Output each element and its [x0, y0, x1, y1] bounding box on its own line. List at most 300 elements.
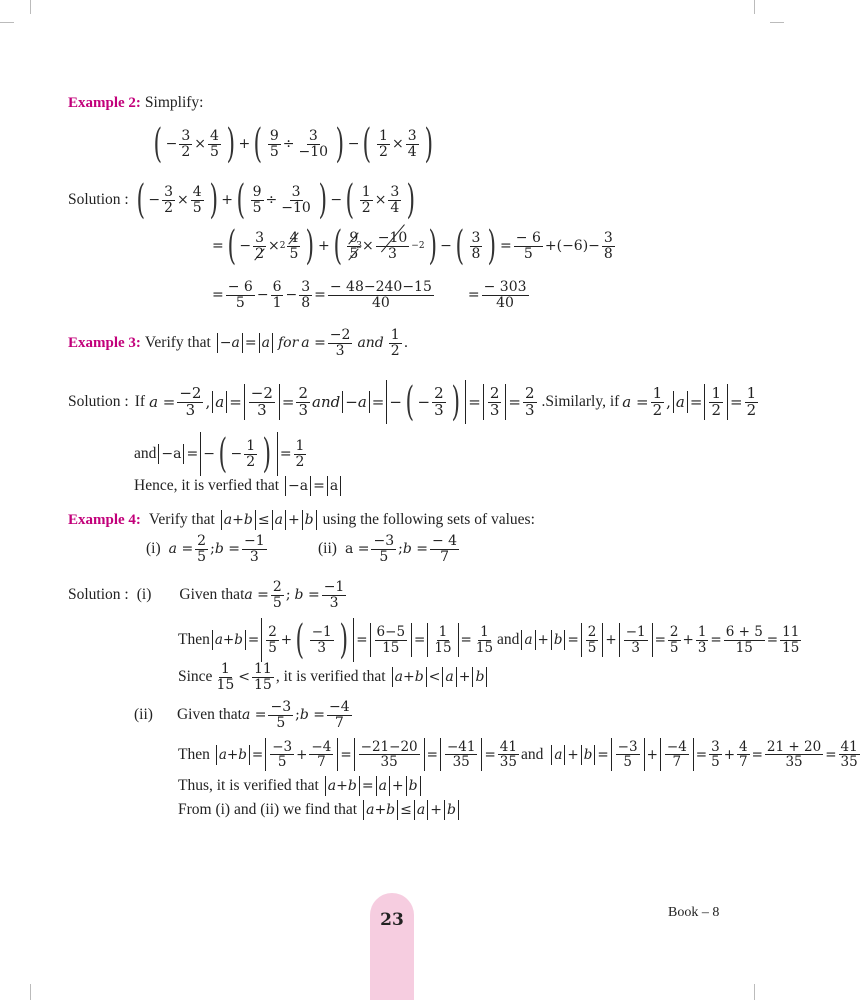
- math-symbol: +: [402, 669, 415, 686]
- crop-mark: [30, 984, 31, 1000]
- math-number: 1: [438, 624, 448, 641]
- math-symbol: b =: [402, 541, 428, 558]
- math-number: 35: [785, 754, 803, 771]
- math-symbol: =: [710, 632, 722, 648]
- math-symbol: +: [318, 238, 330, 254]
- math-symbol: =: [468, 393, 481, 411]
- math-symbol: <: [238, 669, 250, 686]
- math-symbol: =: [467, 287, 480, 304]
- math-symbol: −: [588, 238, 600, 254]
- math-abs: a: [414, 800, 428, 820]
- math-symbol: +: [238, 136, 251, 152]
- math-number: 15: [216, 676, 235, 693]
- math-number: 5: [272, 594, 282, 611]
- item-label: (i): [146, 540, 161, 558]
- math-abs: −a: [342, 391, 370, 413]
- math-symbol: =: [279, 446, 292, 462]
- item-label: (ii): [134, 706, 153, 724]
- math-symbol: +: [391, 778, 404, 794]
- math-symbol: =: [689, 393, 703, 411]
- math-number: 9: [269, 127, 279, 144]
- math-number: 3: [164, 183, 173, 200]
- crop-mark: [770, 22, 784, 23]
- math-number: 5: [252, 199, 262, 216]
- math-number: 7: [317, 754, 326, 771]
- math-symbol: =: [426, 746, 438, 763]
- math-number: 1: [272, 294, 282, 311]
- math-symbol: =: [371, 393, 385, 411]
- math-number: − 48−240−15: [329, 279, 432, 295]
- math-number: 2: [587, 624, 597, 641]
- math-symbol: ,: [205, 393, 211, 411]
- math-symbol: =: [825, 746, 837, 763]
- math-symbol: a =: [301, 335, 326, 352]
- math-symbol: −: [417, 393, 431, 411]
- solution-text: and: [520, 745, 544, 763]
- math-number: 6: [272, 279, 282, 295]
- math-number: 6 + 5: [725, 624, 763, 641]
- math-number: 11: [254, 661, 272, 677]
- math-number: 3: [390, 183, 400, 200]
- math-number: 5: [349, 245, 359, 262]
- math-number: 4: [739, 739, 748, 755]
- math-number: − 4: [431, 533, 458, 549]
- math-number: 1: [379, 127, 388, 144]
- math-number: 5: [669, 639, 679, 656]
- math-number: 1: [361, 183, 371, 200]
- math-number: 2: [295, 453, 305, 470]
- example-4-solution-i-given: [68, 580, 348, 610]
- math-symbol: −: [285, 287, 298, 304]
- math-symbol: =: [229, 393, 242, 411]
- math-number: 3: [317, 639, 326, 656]
- math-symbol: −: [440, 238, 452, 254]
- math-number: 3: [257, 400, 267, 419]
- math-number: 35: [452, 754, 470, 771]
- example-3-solution-line-2: and −a = − ( − $\frac{1}{2}$ ) = $\frac{1}{2}$: [134, 431, 305, 477]
- solution-text: Then: [178, 631, 210, 648]
- cancel-superscript: −2: [411, 241, 425, 251]
- math-number: 3: [301, 279, 311, 295]
- math-number: 15: [782, 639, 800, 656]
- math-symbol: +: [605, 632, 617, 648]
- math-symbol: +: [280, 632, 293, 648]
- math-symbol: =: [695, 746, 708, 763]
- math-abs: a: [442, 667, 456, 687]
- math-number: 3: [249, 548, 259, 565]
- example-2-expression: ( − $\frac{3}{2}$ × $\frac{4}{5}$ ) + ( $\frac{9}{5}$ ÷ $\frac{3}{-10}$ ) − ( $\frac{1}{2}$ × $\frac{3}{4}$ ): [153, 121, 433, 167]
- math-number: −10: [281, 199, 311, 216]
- math-abs: a: [521, 630, 535, 650]
- math-number: 3: [631, 639, 640, 656]
- example-4-values-ii: [318, 534, 461, 564]
- math-number: 5: [269, 143, 279, 160]
- math-var: a: [394, 669, 403, 686]
- math-symbol: ×: [362, 238, 374, 254]
- math-symbol: ≤: [400, 802, 412, 818]
- math-number: −2: [329, 327, 351, 343]
- math-symbol: =: [500, 238, 512, 254]
- math-symbol: a =: [344, 541, 370, 558]
- math-number: −10: [298, 143, 329, 160]
- math-symbol: ×: [177, 192, 189, 208]
- instruction-text: for: [277, 335, 299, 352]
- math-abs: −a: [285, 476, 311, 496]
- math-symbol: b =: [299, 707, 325, 724]
- math-number: 3: [434, 400, 444, 419]
- math-number: 2: [652, 400, 663, 419]
- instruction-text: Simplify:: [144, 94, 204, 111]
- math-number: 9: [252, 183, 262, 200]
- crop-mark: [30, 0, 31, 14]
- math-number: −3: [270, 699, 292, 715]
- solution-text: Then: [178, 745, 210, 763]
- math-number: 4: [390, 199, 400, 216]
- math-var: b: [386, 802, 396, 818]
- math-abs: a: [327, 476, 341, 496]
- math-number: 1: [480, 624, 489, 641]
- math-abs: −a: [158, 444, 184, 464]
- math-abs: b: [406, 776, 421, 796]
- math-number: 1: [711, 383, 721, 402]
- math-number: 2: [379, 143, 388, 160]
- solution-text: From (i) and (ii) we find that: [178, 801, 358, 818]
- example-label: Example 3:: [68, 334, 141, 351]
- math-number: 41: [840, 739, 858, 755]
- math-number: 5: [276, 714, 286, 731]
- example-4-solution-i-then: Then a + b = 2 5 + ( −1 3 ) = 6−5 15 = 1 15 = $\frac{1}{15}$ and a + b = 2 5 + −1 3 = $\frac{2}{5}$ + $\frac{1}{3}$ = $\frac{6 + 5}{15}$ = $\frac{11}{15}$: [178, 617, 800, 663]
- math-number: − 303: [483, 279, 527, 295]
- math-number: 2: [164, 199, 173, 216]
- solution-text: and: [134, 445, 157, 462]
- math-symbol: −: [330, 192, 343, 208]
- math-symbol: a =: [168, 541, 194, 558]
- example-4-solution-ii-then: [178, 738, 862, 771]
- math-symbol: <: [428, 669, 441, 686]
- math-symbol: +: [296, 746, 308, 763]
- cancel-superscript: 2: [279, 241, 286, 251]
- math-symbol: =: [460, 632, 472, 648]
- math-abs: b: [444, 800, 459, 820]
- math-number: 3: [335, 342, 345, 359]
- math-number: 2: [272, 579, 282, 595]
- math-symbol: .: [403, 335, 409, 352]
- instruction-text: Verify that: [144, 334, 211, 352]
- math-number: 2: [181, 143, 191, 160]
- math-var: a: [223, 512, 233, 528]
- math-number: −4: [311, 739, 332, 755]
- math-var: a: [366, 802, 375, 818]
- math-number: 5: [623, 754, 632, 771]
- math-symbol: =: [356, 632, 368, 648]
- page-number: 23: [380, 910, 404, 930]
- math-symbol: +: [567, 746, 579, 763]
- math-abs: a: [673, 391, 688, 413]
- math-symbol: +: [374, 802, 387, 818]
- math-symbol: ÷: [282, 136, 295, 152]
- example-3-conclusion: [134, 476, 343, 496]
- math-symbol: b =: [214, 541, 240, 558]
- math-abs: a: [376, 776, 390, 796]
- math-number: −41: [446, 739, 476, 755]
- math-symbol: =: [766, 632, 779, 648]
- math-number: −3: [617, 739, 638, 755]
- math-abs: b: [581, 745, 596, 765]
- math-symbol: +: [222, 632, 235, 648]
- solution-text: Hence, it is verfied that: [134, 477, 280, 494]
- math-number: 2: [524, 383, 535, 402]
- item-label: (ii): [318, 540, 337, 558]
- solution-text: If: [134, 393, 146, 410]
- math-number: 5: [277, 754, 287, 771]
- math-number: 5: [268, 639, 277, 656]
- math-symbol: +: [287, 512, 300, 528]
- math-number: 3: [489, 400, 500, 419]
- book-label: Book – 8: [668, 905, 720, 920]
- math-number: 4: [407, 143, 417, 160]
- math-number: 2: [268, 624, 277, 641]
- math-symbol: ,: [666, 393, 671, 411]
- math-symbol: +: [226, 746, 239, 763]
- math-number: 5: [235, 294, 245, 311]
- math-var: a: [327, 778, 337, 794]
- math-symbol: ÷: [265, 192, 278, 208]
- math-symbol: ;: [295, 707, 300, 724]
- math-number: 3: [255, 229, 264, 246]
- math-symbol: −: [239, 238, 252, 254]
- math-number: 1: [220, 661, 230, 677]
- math-symbol: =: [314, 287, 326, 304]
- math-var: b: [414, 669, 424, 686]
- math-number: 1: [390, 327, 400, 343]
- example-4-solution-i-since: [178, 662, 489, 692]
- math-number: 5: [210, 143, 219, 160]
- math-var: b: [234, 632, 243, 648]
- math-symbol: =: [654, 632, 666, 648]
- cancel-superscript: 3: [356, 241, 362, 251]
- math-symbol: =: [361, 778, 374, 794]
- math-symbol: ≤: [257, 512, 270, 528]
- example-2-solution-line-3: [212, 280, 531, 310]
- math-number: (−6): [556, 238, 589, 254]
- math-symbol: =: [729, 393, 743, 411]
- math-symbol: ×: [194, 136, 206, 152]
- solution-text: and: [497, 631, 520, 648]
- solution-text: and: [312, 393, 341, 411]
- math-symbol: −: [148, 192, 161, 208]
- math-number: −3: [272, 739, 293, 755]
- math-number: 1: [746, 383, 757, 402]
- math-number: 2: [361, 199, 371, 216]
- solution-text: , it is verified that: [275, 668, 386, 686]
- math-number: − 6: [515, 229, 541, 246]
- math-symbol: b =: [294, 587, 320, 604]
- math-number: 35: [840, 754, 858, 771]
- math-number: 5: [711, 754, 720, 771]
- math-number: 40: [496, 294, 514, 311]
- example-3-heading: [68, 328, 408, 358]
- math-number: −2: [179, 383, 202, 402]
- math-symbol: +: [430, 802, 442, 818]
- math-number: 3: [185, 400, 196, 419]
- math-number: 5: [197, 548, 207, 565]
- math-symbol: =: [186, 446, 199, 462]
- math-number: −4: [328, 699, 350, 715]
- math-number: 3: [291, 183, 301, 200]
- math-symbol: a =: [244, 587, 269, 604]
- math-symbol: −: [256, 287, 269, 304]
- math-number: 7: [334, 714, 344, 731]
- math-var: b: [243, 512, 253, 528]
- math-symbol: ;: [285, 587, 291, 604]
- math-number: 3: [407, 127, 417, 144]
- item-label: (i): [136, 586, 152, 604]
- solution-text: Given that: [179, 586, 245, 604]
- math-abs: b: [551, 630, 566, 650]
- solution-text: Since: [178, 668, 213, 686]
- math-number: 2: [669, 624, 679, 641]
- math-symbol: −: [203, 446, 215, 462]
- example-4-solution-ii-given: [134, 700, 354, 730]
- math-number: 1: [246, 437, 256, 454]
- math-number: 2: [434, 383, 444, 402]
- math-number: 5: [379, 548, 389, 565]
- math-number: 8: [471, 245, 481, 262]
- math-number: −3: [373, 533, 395, 549]
- solution-label: Solution :: [68, 393, 129, 410]
- math-number: 11: [782, 624, 800, 641]
- math-symbol: a =: [622, 393, 649, 411]
- math-abs: a: [259, 333, 273, 353]
- solution-label: Solution :: [68, 191, 129, 208]
- math-number: 2: [746, 400, 757, 419]
- math-number: 2: [390, 342, 400, 359]
- example-label: Example 4:: [68, 511, 141, 528]
- math-abs: a: [551, 745, 565, 765]
- math-symbol: =: [414, 632, 426, 648]
- math-number: 3: [524, 400, 535, 419]
- math-symbol: a =: [241, 707, 267, 724]
- math-number: 15: [382, 639, 400, 656]
- math-symbol: +: [221, 192, 233, 208]
- math-number: −21−20: [360, 739, 418, 755]
- example-4-heading: [68, 510, 535, 530]
- math-abs: b: [302, 510, 317, 530]
- math-number: 3: [388, 245, 397, 262]
- example-3-solution-line-1: Solution : If a = $\frac{-2}{3}$ , a = −2 3 = $\frac{2}{3}$ and −a = − ( − $\frac{2}{3}$ ) = 2 3 = $\frac{2}{3}$ .Similarly, if a = $\frac{1}{2}$ , a = 1 2 = $\frac{1}{2}$: [68, 379, 757, 425]
- math-number: 15: [475, 639, 494, 656]
- math-number: 2: [711, 400, 721, 419]
- math-symbol: =: [212, 287, 224, 304]
- math-number: 40: [371, 294, 390, 311]
- math-number: 2: [489, 383, 500, 402]
- math-number: 5: [192, 199, 202, 216]
- math-number: −4: [666, 739, 687, 755]
- math-symbol: +: [646, 746, 658, 763]
- solution-text: .Similarly, if: [541, 393, 620, 410]
- math-symbol: ×: [391, 136, 404, 152]
- example-2-heading: [68, 94, 204, 112]
- math-abs: b: [472, 667, 487, 687]
- math-var: a: [218, 746, 227, 763]
- math-symbol: ;: [398, 541, 403, 558]
- math-symbol: =: [212, 238, 224, 254]
- instruction-text: Verify that: [148, 511, 215, 528]
- math-symbol: =: [597, 746, 609, 763]
- math-abs: a: [212, 391, 227, 413]
- math-symbol: =: [484, 746, 496, 763]
- math-symbol: −: [165, 136, 178, 152]
- solution-label: Solution :: [68, 586, 129, 604]
- math-number: 15: [434, 639, 452, 656]
- math-abs: a: [272, 510, 286, 530]
- math-number: 5: [523, 245, 533, 262]
- math-number: 2: [197, 533, 207, 549]
- math-number: 4: [210, 127, 219, 144]
- math-symbol: ;: [210, 541, 215, 558]
- math-symbol: +: [537, 632, 549, 648]
- math-symbol: −: [230, 446, 243, 462]
- math-symbol: −: [389, 393, 402, 411]
- math-number: 5: [289, 245, 299, 262]
- instruction-text: and: [357, 335, 384, 352]
- math-symbol: =: [244, 335, 257, 352]
- example-label: Example 2:: [68, 94, 141, 111]
- math-number: 3: [471, 229, 481, 246]
- solution-text: Given that: [176, 706, 242, 724]
- math-abs: −a: [217, 333, 243, 353]
- math-var: b: [238, 746, 247, 763]
- math-number: −10: [377, 229, 408, 246]
- math-number: 8: [301, 294, 311, 311]
- math-number: 2: [298, 383, 309, 402]
- example-4-values-i: [146, 534, 269, 564]
- math-number: −1: [243, 533, 265, 549]
- math-number: 3: [603, 229, 613, 246]
- math-symbol: ×: [268, 238, 280, 254]
- math-symbol: =: [251, 746, 264, 763]
- math-number: 2: [246, 453, 256, 470]
- math-symbol: +: [458, 669, 471, 686]
- math-symbol: =: [313, 478, 325, 494]
- math-number: 7: [739, 754, 748, 771]
- math-number: 7: [672, 754, 682, 771]
- math-number: −1: [311, 624, 332, 641]
- math-number: 3: [298, 400, 309, 419]
- math-symbol: a =: [149, 393, 176, 411]
- math-var: b: [347, 778, 357, 794]
- math-number: 3: [308, 127, 318, 144]
- math-symbol: =: [281, 393, 295, 411]
- math-number: 3: [329, 594, 339, 611]
- math-number: 6−5: [376, 624, 406, 641]
- math-symbol: −: [347, 136, 360, 152]
- math-number: − 6: [227, 279, 253, 295]
- example-4-final: [178, 800, 461, 820]
- instruction-text: using the following sets of values:: [322, 511, 535, 528]
- math-var: a: [214, 632, 223, 648]
- math-number: 3: [181, 127, 191, 144]
- math-symbol: =: [508, 393, 521, 411]
- math-number: 41: [499, 739, 517, 755]
- math-number: 1: [652, 383, 663, 402]
- math-number: 1: [697, 624, 707, 641]
- math-number: 9: [349, 229, 359, 246]
- solution-text: Thus, it is verified that: [178, 777, 319, 794]
- math-number: 1: [295, 437, 305, 454]
- math-number: 8: [603, 245, 613, 262]
- example-4-solution-ii-thus: [178, 776, 423, 796]
